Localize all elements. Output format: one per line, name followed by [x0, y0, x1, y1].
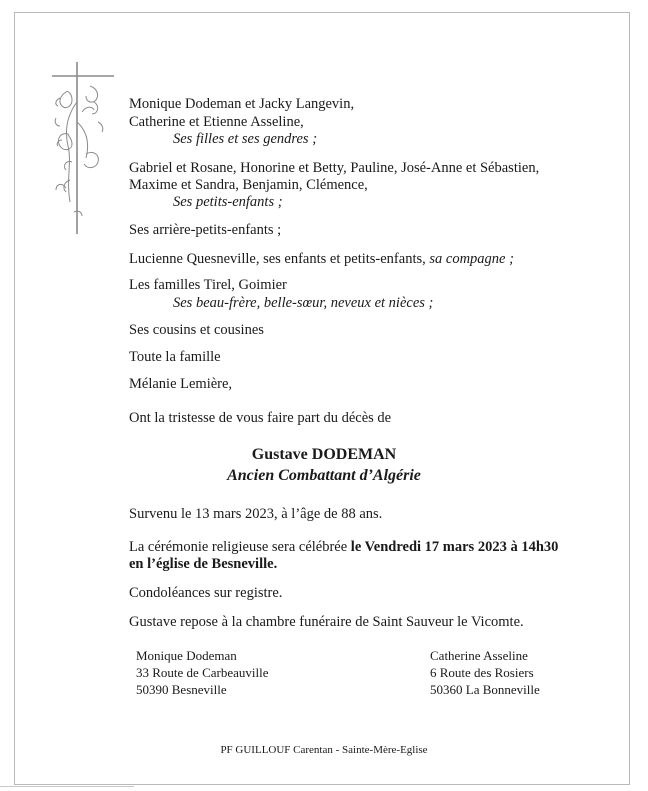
mourner-name: Lucienne Quesneville, ses enfants et petits-enfants, [129, 251, 426, 267]
contact-right-city: 50360 La Bonneville [430, 682, 540, 697]
mourner-line: Toute la famille [129, 349, 221, 365]
mourner-line: Catherine et Etienne Asseline, [129, 114, 304, 130]
mourner-line: Gabriel et Rosane, Honorine et Betty, Pauline, José-Anne et Sébastien, [129, 160, 540, 176]
relation-line: Ses beau-frère, belle-sœur, neveux et nièces ; [173, 295, 434, 311]
ceremony-datetime: le Vendredi 17 mars 2023 à 14h30 [350, 539, 559, 555]
deceased-title: Ancien Combattant d’Algérie [227, 467, 421, 484]
announcement-line: Ont la tristesse de vous faire part du décès de [129, 410, 392, 426]
mourner-line: Mélanie Lemière, [129, 376, 233, 392]
mourner-line: Maxime et Sandra, Benjamin, Clémence, [129, 177, 368, 193]
relation-line: Ses filles et ses gendres ; [173, 131, 318, 147]
resting-place: Gustave repose à la chambre funéraire de Saint Sauveur le Vicomte. [129, 614, 524, 630]
contact-left-street: 33 Route de Carbeauville [136, 665, 269, 680]
mourner-line: Ses arrière-petits-enfants ; [129, 222, 282, 238]
contact-left-name: Monique Dodeman [136, 648, 237, 663]
contact-right-street: 6 Route des Rosiers [430, 665, 534, 680]
mourner-line [129, 250, 514, 268]
contact-right-name: Catherine Asseline [430, 648, 528, 663]
ceremony-line [129, 538, 558, 556]
divider [0, 786, 134, 787]
relation-text: sa compagne ; [429, 251, 514, 267]
contact-left-city: 50390 Besneville [136, 682, 227, 697]
funeral-home-footer: PF GUILLOUF Carentan - Sainte-Mère-Eglise [220, 744, 428, 756]
ceremony-intro: La cérémonie religieuse sera célébrée [129, 539, 348, 555]
ceremony-location: en l’église de Besneville. [129, 556, 278, 572]
passing-date: Survenu le 13 mars 2023, à l’âge de 88 ans. [129, 506, 383, 522]
mourner-line: Monique Dodeman et Jacky Langevin, [129, 96, 355, 112]
condolences-note: Condoléances sur registre. [129, 585, 283, 601]
cross-with-roses-icon [46, 62, 122, 236]
mourner-line: Ses cousins et cousines [129, 322, 264, 338]
deceased-name: Gustave DODEMAN [251, 446, 397, 463]
relation-line: Ses petits-enfants ; [173, 194, 283, 210]
mourner-line: Les familles Tirel, Goimier [129, 277, 287, 293]
